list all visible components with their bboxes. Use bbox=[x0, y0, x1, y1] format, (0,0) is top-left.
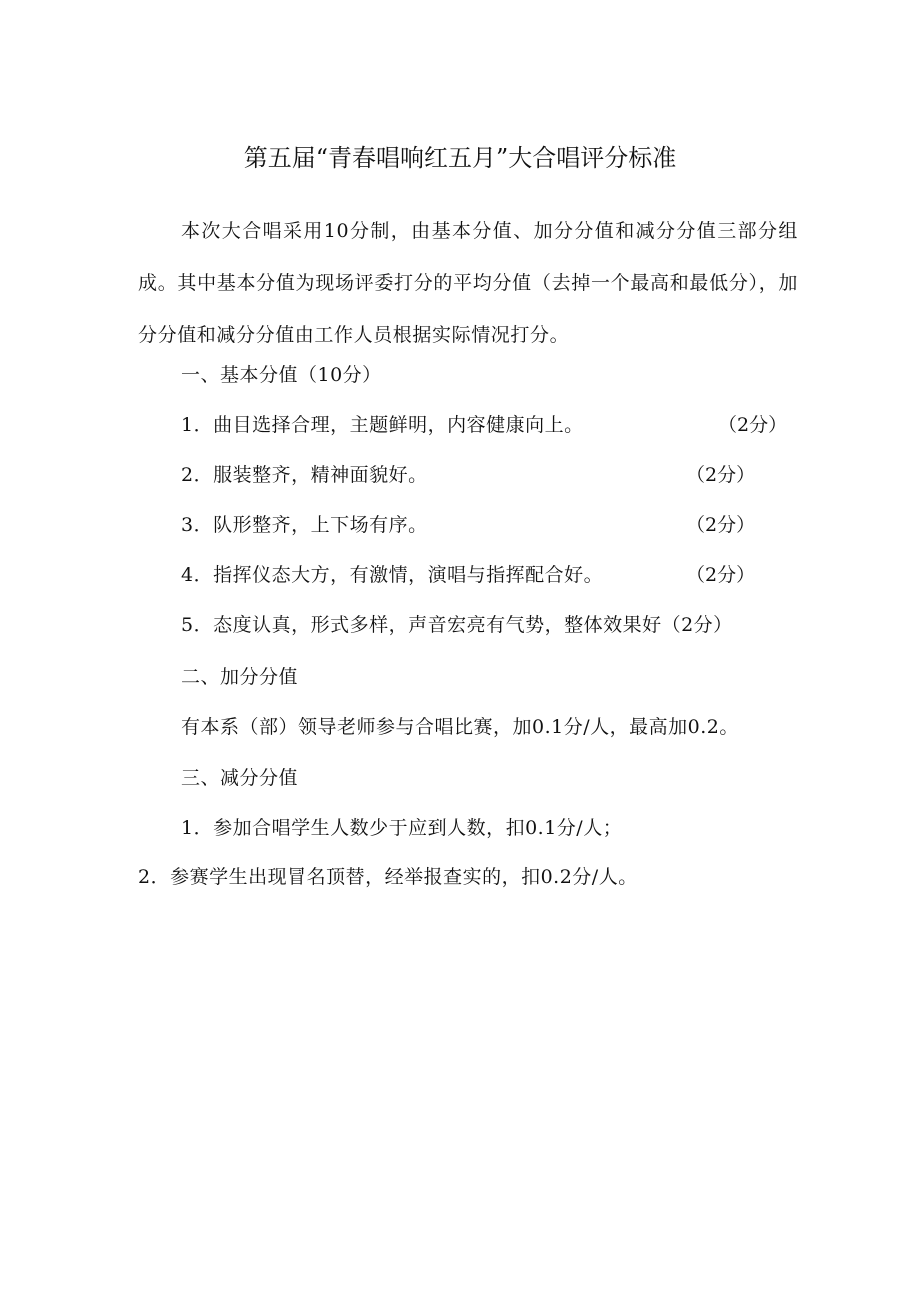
criteria-score: （2分） bbox=[718, 414, 788, 436]
criteria-item: 2．服装整齐，精神面貌好。 bbox=[181, 464, 428, 486]
section-heading-basic: 一、基本分值（10分） bbox=[181, 364, 382, 386]
deduction-rule: 1．参加合唱学生人数少于应到人数，扣0.1分/人； bbox=[181, 817, 623, 839]
section-heading-deduction: 三、减分分值 bbox=[181, 767, 299, 789]
criteria-score: （2分） bbox=[686, 514, 756, 536]
document-title: 第五届“青春唱响红五月”大合唱评分标准 bbox=[243, 144, 677, 172]
section-heading-bonus: 二、加分分值 bbox=[181, 666, 299, 688]
criteria-score: （2分） bbox=[686, 464, 756, 486]
criteria-item: 5．态度认真，形式多样，声音宏亮有气势，整体效果好（2分） bbox=[181, 614, 733, 636]
deduction-rule: 2．参赛学生出现冒名顶替，经举报查实的，扣0.2分/人。 bbox=[138, 866, 638, 888]
bonus-rule: 有本系（部）领导老师参与合唱比赛，加0.1分/人，最高加0.2。 bbox=[181, 716, 739, 738]
criteria-item: 4．指挥仪态大方，有激情，演唱与指挥配合好。 bbox=[181, 564, 604, 586]
intro-paragraph: 本次大合唱采用10分制，由基本分值、加分分值和减分分值三部分组成。其中基本分值为现场评委打分的平均分值（去掉一个最高和最低分），加分分值和减分分值由工作人员根据实际情况打分。 bbox=[138, 220, 798, 346]
criteria-item: 3．队形整齐，上下场有序。 bbox=[181, 514, 428, 536]
criteria-item: 1．曲目选择合理，主题鲜明，内容健康向上。 bbox=[181, 414, 584, 436]
criteria-score: （2分） bbox=[686, 564, 756, 586]
